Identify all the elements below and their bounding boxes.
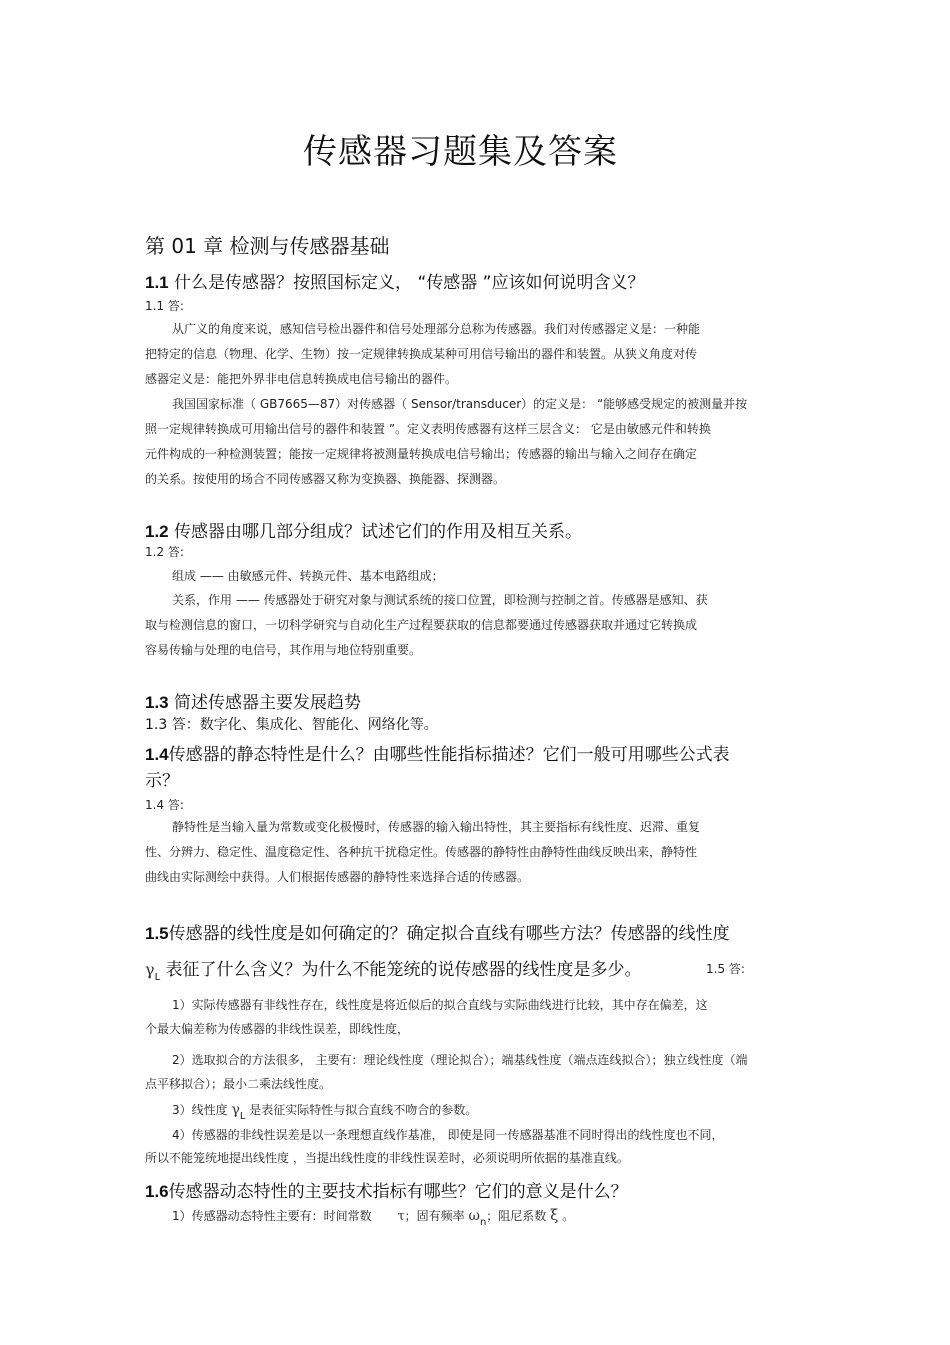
question-number: 1.6 <box>145 1182 169 1201</box>
question-1-5-cont <box>145 955 642 983</box>
question-text: 传感器由哪几部分组成？试述它们的作用及相互关系。 <box>174 522 583 542</box>
question-number: 1.2 <box>145 522 169 541</box>
answer-text: 是表征实际特性与拟合直线不吻合的参数。 <box>249 1103 478 1117</box>
gamma-symbol: γ <box>231 1102 240 1118</box>
question-text: 什么是传感器？按照国标定义， “传感器 ”应该如何说明含义？ <box>174 273 645 293</box>
answer-line: 所以不能笼统地提出线性度 ，当提出线性度的非线性误差时，必须说明所依据的基准直线。 <box>145 1151 629 1165</box>
question-number: 1.3 <box>145 693 169 712</box>
answer-1-3: 1.3 答：数字化、集成化、智能化、网络化等。 <box>145 717 438 733</box>
gamma-symbol: γ <box>145 960 155 979</box>
answer-line: 曲线由实际测绘中获得。人们根据传感器的静特性来选择合适的传感器。 <box>145 870 530 884</box>
answer-label-1-2: 1.2 答: <box>145 545 184 559</box>
question-text: 表征了什么含义？为什么不能笼统的说传感器的线性度是多少。 <box>165 960 642 980</box>
answer-text: 3）线性度 <box>172 1103 228 1117</box>
question-1-3 <box>145 688 361 713</box>
answer-label-1-5: 1.5 答: <box>706 962 745 976</box>
question-text: 传感器的线性度是如何确定的？确定拟合直线有哪些方法？传感器的线性度 <box>168 924 730 944</box>
page-title: 传感器习题集及答案 <box>303 132 618 172</box>
chapter-heading: 第 01 章 检测与传感器基础 <box>145 234 390 258</box>
question-1-6 <box>145 1177 628 1202</box>
answer-line: 个最大偏差称为传感器的非线性误差，即线性度， <box>145 1022 410 1036</box>
xi-symbol: ξ <box>550 1206 559 1224</box>
question-number: 1.5 <box>145 924 169 943</box>
answer-line: 容易传输与处理的电信号，其作用与地位特别重要。 <box>145 643 422 657</box>
answer-text: ；阻尼系数 <box>486 1209 547 1223</box>
answer-line-dynamic <box>172 1206 575 1228</box>
answer-line: 组成 —— 由敏感元件、转换元件、基本电路组成； <box>172 569 444 583</box>
answer-line: 从广义的角度来说，感知信号检出器件和信号处理部分总称为传感器。我们对传感器定义是：一种能 <box>172 322 701 336</box>
omega-symbol: ω <box>468 1208 480 1224</box>
question-1-5 <box>145 919 730 944</box>
question-1-2 <box>145 517 582 542</box>
answer-text: ；固有频率 <box>404 1209 465 1223</box>
answer-line: 我国国家标准（ GB7665—87）对传感器（ Sensor/transducer）的定义是： “能够感受规定的被测量并按 <box>172 397 748 411</box>
answer-line: 照一定规律转换成可用输出信号的器件和装置 ”。定义表明传感器有这样三层含义： 它是由敏感元件和转换 <box>145 422 711 436</box>
answer-line: 4）传感器的非线性误差是以一条理想直线作基准， 即使是同一传感器基准不同时得出的线性度也不同， <box>172 1128 724 1142</box>
question-text: 传感器的静态特性是什么？由哪些性能指标描述？它们一般可用哪些公式表 <box>168 745 730 765</box>
question-1-4 <box>145 740 730 765</box>
answer-label-1-4: 1.4 答: <box>145 798 184 812</box>
question-1-4-cont: 示？ <box>145 771 179 791</box>
answer-line: 关系，作用 —— 传感器处于研究对象与测试系统的接口位置，即检测与控制之首。传感器是感知、获 <box>172 593 708 607</box>
question-text: 传感器动态特性的主要技术指标有哪些？它们的意义是什么？ <box>168 1182 628 1202</box>
answer-line: 静特性是当输入量为常数或变化极慢时，传感器的输入输出特性，其主要指标有线性度、迟滞、重复 <box>172 820 701 834</box>
question-number: 1.1 <box>145 273 169 292</box>
answer-line: 性、分辨力、稳定性、温度稳定性、各种抗干扰稳定性。传感器的静特性由静特性曲线反映出来，静特性 <box>145 845 698 859</box>
answer-line: 感器定义是：能把外界非电信息转换成电信号输出的器件。 <box>145 372 458 386</box>
omega-subscript: n <box>479 1217 487 1228</box>
answer-line: 的关系。按使用的场合不同传感器又称为变换器、换能器、探测器。 <box>145 472 506 486</box>
answer-line-gamma <box>172 1101 478 1122</box>
gamma-subscript: L <box>154 972 161 983</box>
answer-line: 2）选取拟合的方法很多， 主要有：理论线性度（理论拟合）；端基线性度（端点连线拟合）；独立线性度（端 <box>172 1053 748 1067</box>
answer-line: 把特定的信息（物理、化学、生物）按一定规律转换成某种可用信号输出的器件和装置。从狭义角度对传 <box>145 347 698 361</box>
question-1-1 <box>145 268 644 293</box>
gamma-subscript: L <box>239 1111 246 1122</box>
answer-text: 。 <box>562 1209 575 1223</box>
answer-line: 取与检测信息的窗口，一切科学研究与自动化生产过程要获取的信息都要通过传感器获取并通过它转换成 <box>145 618 698 632</box>
tau-symbol: τ <box>397 1209 405 1224</box>
question-text: 简述传感器主要发展趋势 <box>174 693 362 713</box>
answer-text: 1）传感器动态特性主要有：时间常数 <box>172 1209 372 1223</box>
answer-line: 元件构成的一种检测装置；能按一定规律将被测量转换成电信号输出；传感器的输出与输入之间存在确定 <box>145 447 698 461</box>
answer-line: 1）实际传感器有非线性存在，线性度是将近似后的拟合直线与实际曲线进行比较，其中存在偏差，这 <box>172 998 708 1012</box>
answer-label-1-1: 1.1 答: <box>145 299 184 313</box>
answer-line: 点平移拟合）；最小二乘法线性度。 <box>145 1077 332 1091</box>
question-number: 1.4 <box>145 745 169 764</box>
